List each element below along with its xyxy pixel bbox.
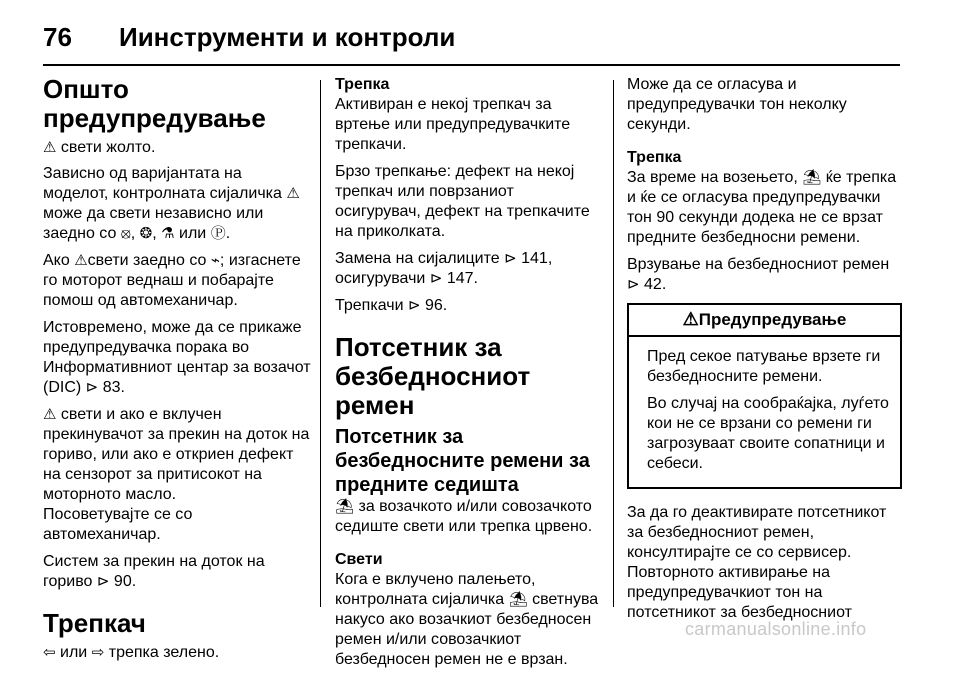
reference-icon: ⊳ [96, 573, 110, 590]
warning-title: Предупредување [698, 310, 847, 329]
reference-icon: ⊳ [627, 276, 640, 293]
section-heading-general-warning: Општо предупредување [43, 74, 266, 133]
page-ref: 96. [425, 297, 448, 314]
text: Ако [43, 252, 70, 269]
column-1: Општо предупредување ⚠ свети жолто. Зависно од варијантата на моделот, контролната сијаличка ⚠ може да свети независно или заедно со ⦻, ❂, ⚗ или Ⓟ. Ако ⚠свети заедно со ⌁; изгаснете го моторот веднаш и побарајте помош од автомеханичар. Истовремено, може да се прикаже предупредувачка порака во Информативниот центар за возачот (DIC) ⊳ 83. ⚠ свети и ако е вклучен прекинувачот за прекин на доток на гориво, или ако е откриен дефект на сензорот за притисокот на моторното масло. Посоветувајте се со автомеханичар. Систем за прекин на доток на гориво ⊳ 90. Трепкач ⇦ или ⇨ трепка зелено. [43, 74, 311, 661]
text: може да свети независно или заедно со [43, 205, 264, 242]
page-ref: 147. [446, 270, 478, 287]
page-ref: 90. [113, 573, 137, 590]
turn-left-icon: ⇦ [43, 644, 56, 661]
subheading-flashing: Трепка [627, 149, 682, 166]
column-2 [335, 75, 603, 677]
text: трепка зелено. [108, 644, 220, 661]
watermark: carmanualsonline.info [685, 619, 867, 639]
section-heading-turn-signal: Трепкач [43, 608, 146, 638]
warning-text: Во случај на сообраќајка, луѓето кои не се врзани со ремени ги загрозуваат своите сопатници и себеси. [647, 395, 889, 472]
column-divider [613, 80, 614, 607]
text: 141, осигурувачи [335, 250, 553, 287]
page-ref: 83. [102, 379, 125, 396]
text: светнува накусо ако возачкиот безбедносен ремен и/или совозачкиот безбедносен ремен не е врзан. [335, 591, 599, 668]
column-divider [320, 80, 321, 607]
text: свети заедно со [87, 252, 207, 269]
warning-icon: ⚠ [682, 309, 699, 329]
page-ref: 42. [644, 276, 667, 293]
esp-icon: ❂ [139, 225, 153, 242]
text: или [179, 225, 207, 242]
warning-box [627, 303, 902, 489]
text: за возачкото и/или совозачкото седиште свети или трепка црвено. [335, 498, 593, 535]
text: ; изгаснете го моторот веднаш и побарајте помош од автомеханичар. [43, 252, 301, 309]
page-number: 76 [43, 22, 72, 52]
text: Трепкачи [335, 297, 404, 314]
text: свети жолто. [60, 139, 156, 156]
warning-box-header [629, 305, 900, 337]
seatbelt-icon: ⛱ [335, 498, 355, 515]
text: Врзување на безбедносниот ремен [627, 256, 890, 273]
text: Истовремено, може да се прикаже предупредувачка порака во Информативниот центар за возачот (DIC) [43, 319, 311, 396]
warning-icon: ⚠ [74, 252, 88, 269]
text: Може да се огласува и предупредувачки тон неколку секунди. [627, 76, 847, 133]
text: Посоветувајте се со автомеханичар. [43, 506, 193, 543]
text: Систем за прекин на доток на гориво [43, 553, 265, 590]
seatbelt-icon: ⛱ [802, 169, 822, 186]
warning-icon: ⚠ [43, 139, 57, 156]
subsection-heading-front-seats: Потсетник за безбедносните ремени за предните седишта [335, 426, 590, 496]
reference-icon: ⊳ [429, 270, 443, 287]
text: Брзо трепкање: дефект на некој трепкач или поврзаниот осигурувач, дефект на трепкачите на приколката. [335, 163, 590, 240]
subheading-flashing: Трепка [335, 76, 390, 93]
page-title: Иинструменти и контроли [119, 22, 456, 52]
text: Замена на сијалиците [335, 250, 500, 267]
text: свети и ако е вклучен прекинувачот за прекин на доток на гориво, или ако е откриен дефект на сензорот за притисокот на моторното масло. [43, 406, 310, 503]
warning-icon: ⚠ [43, 406, 57, 423]
reference-icon: ⊳ [85, 379, 99, 396]
oil-can-icon: ⌁ [210, 252, 220, 269]
reference-icon: ⊳ [504, 250, 517, 267]
reference-icon: ⊳ [407, 297, 421, 314]
warning-box-body [629, 337, 900, 487]
tpms-icon: Ⓟ [210, 225, 226, 242]
subheading-lit: Свети [335, 551, 383, 568]
text: или [60, 644, 88, 661]
text: Кога е вклучено палењето, контролната сијаличка [335, 571, 536, 608]
section-heading-seatbelt-reminder: Потсетник за безбедносниот ремен [335, 332, 531, 420]
warning-icon: ⚠ [286, 185, 300, 202]
text: За да го деактивирате потсетникот за безбедносниот ремен, консултирајте се со сервисер. Повторното активирање на предупредувачкиот тон на потсетникот за безбедносниот [627, 504, 887, 621]
text: Зависно од варијантата на моделот, контролната сијаличка [43, 165, 282, 202]
text: За време на возењето, [627, 169, 798, 186]
header-rule [43, 64, 900, 66]
column-3 [627, 75, 902, 630]
text: ќе трепка и ќе се огласува предупредувачки тон 90 секунди додека не се врзат предните безбедносни ремени. [627, 169, 897, 246]
warning-text: Пред секое патување врзете ги безбедносните ремени. [647, 348, 881, 385]
brake-icon: ⦻ [120, 225, 131, 242]
oil-icon: ⚗ [161, 225, 175, 242]
turn-right-icon: ⇨ [91, 644, 105, 661]
text: Активиран е некој трепкач за вртење или предупредувачките трепкачи. [335, 96, 571, 153]
seatbelt-icon: ⛱ [508, 591, 528, 608]
